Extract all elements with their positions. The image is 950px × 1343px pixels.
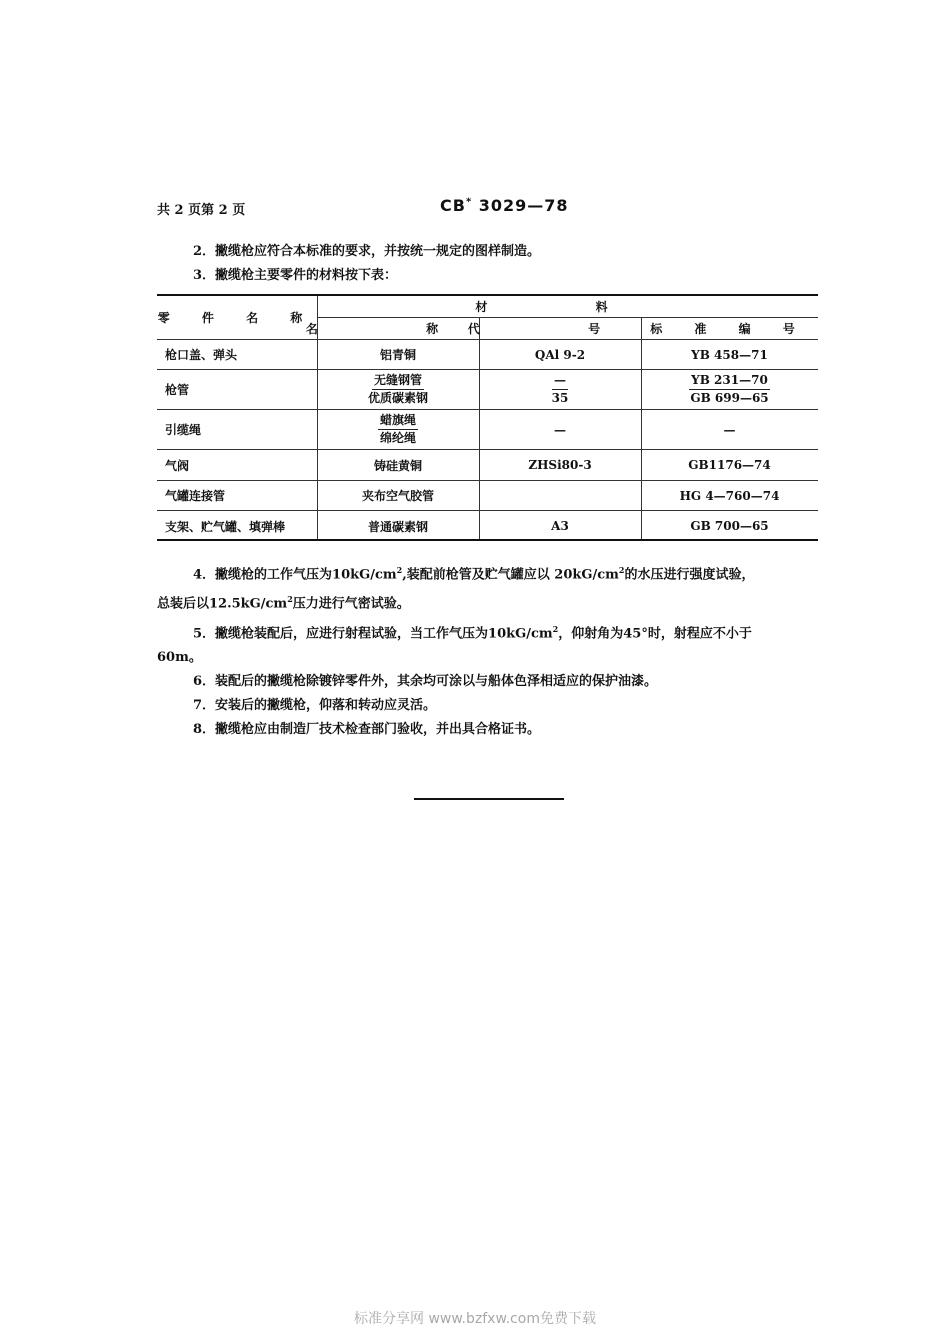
row5-name: 夹布空气胶管 <box>361 489 434 503</box>
item-8: 8．撇缆枪应由制造厂技术检查部门验收，并出具合格证书。 <box>193 721 541 737</box>
intro-item-2: 2．撇缆枪应符合本标准的要求，并按统一规定的图样制造。 <box>193 244 541 259</box>
intro-paragraphs <box>157 240 817 288</box>
row1-part: 枪口盖、弹头 <box>165 348 238 362</box>
row4-name: 铸硅黄铜 <box>373 458 422 473</box>
item-5-line1: 5．撇缆枪装配后，应进行射程试验，当工作气压为$10kG/cm^2$，仰射角为45°时，射程应不小于 <box>193 623 752 641</box>
header-sub-code: 代 号 <box>467 322 653 336</box>
materials-table <box>157 294 818 541</box>
standard-code-mark: * <box>465 196 473 208</box>
row2-name: $\frac{\text{无缝钢管}}{\text{优质碳素钢}}$ <box>367 373 428 405</box>
item-4-line1: 4．撇缆枪的工作气压为$10kG/cm^2$,装配前枪管及贮气罐应以 $20kG/cm^2$的水压进行强度试验， <box>193 565 755 583</box>
row4-code: ZHSi80-3 <box>528 458 592 472</box>
header-sub-name: 名 称 <box>305 322 491 336</box>
row2-standard: $\frac{YB 231—70}{GB 699—65}$ <box>690 373 769 405</box>
standard-code-number: 3029—78 <box>478 196 569 215</box>
standard-code <box>440 196 569 215</box>
row5-standard: HG 4—760—74 <box>679 488 780 503</box>
item-5-line2: 60m。 <box>157 649 202 665</box>
page-info: 共 2 页第 2 页 <box>157 203 246 218</box>
row1-name: 铝青铜 <box>379 348 416 362</box>
item-7: 7．安装后的撇缆枪，仰落和转动应灵活。 <box>193 697 437 713</box>
header-sub-standard: 标 准 编 号 <box>650 322 809 336</box>
row6-standard: GB 700—65 <box>690 519 769 533</box>
standard-code-prefix: CB <box>440 196 466 215</box>
row4-standard: GB1176—74 <box>688 458 771 472</box>
row2-part: 枪管 <box>165 383 190 397</box>
row5-code <box>479 481 641 510</box>
requirements-paragraphs <box>157 558 817 742</box>
row6-code: A3 <box>551 519 569 533</box>
row3-part: 引缆绳 <box>165 423 202 437</box>
end-rule <box>414 798 564 800</box>
item-4-line2: 总装后以$12.5kG/cm^2$压力进行气密试验。 <box>157 594 410 612</box>
intro-item-3: 3．撇缆枪主要零件的材料按下表： <box>193 268 398 283</box>
row3-standard: — <box>723 422 736 437</box>
row3-code: — <box>554 422 566 437</box>
header-material: 材 料 <box>475 300 660 314</box>
row1-standard: YB 458—71 <box>691 347 768 362</box>
watermark: 标准分享网 www.bzfxw.com免费下载 <box>354 1311 596 1327</box>
item-6: 6．装配后的撇缆枪除镀锌零件外，其余均可涂以与船体色泽相适应的保护油漆。 <box>193 673 658 689</box>
row6-name: 普通碳素钢 <box>367 519 428 534</box>
header-part-name: 零 件 名 称 <box>157 311 317 325</box>
row6-part: 支架、贮气罐、填弹棒 <box>165 519 286 534</box>
row5-part: 气罐连接管 <box>165 489 226 503</box>
row1-code: QAl 9-2 <box>534 347 586 362</box>
row4-part: 气阀 <box>165 458 190 473</box>
row2-code: $\frac{—}{35}$ <box>551 373 569 405</box>
row3-name: $\frac{\text{蜡旗绳}}{\text{绵纶绳}}$ <box>379 413 416 445</box>
